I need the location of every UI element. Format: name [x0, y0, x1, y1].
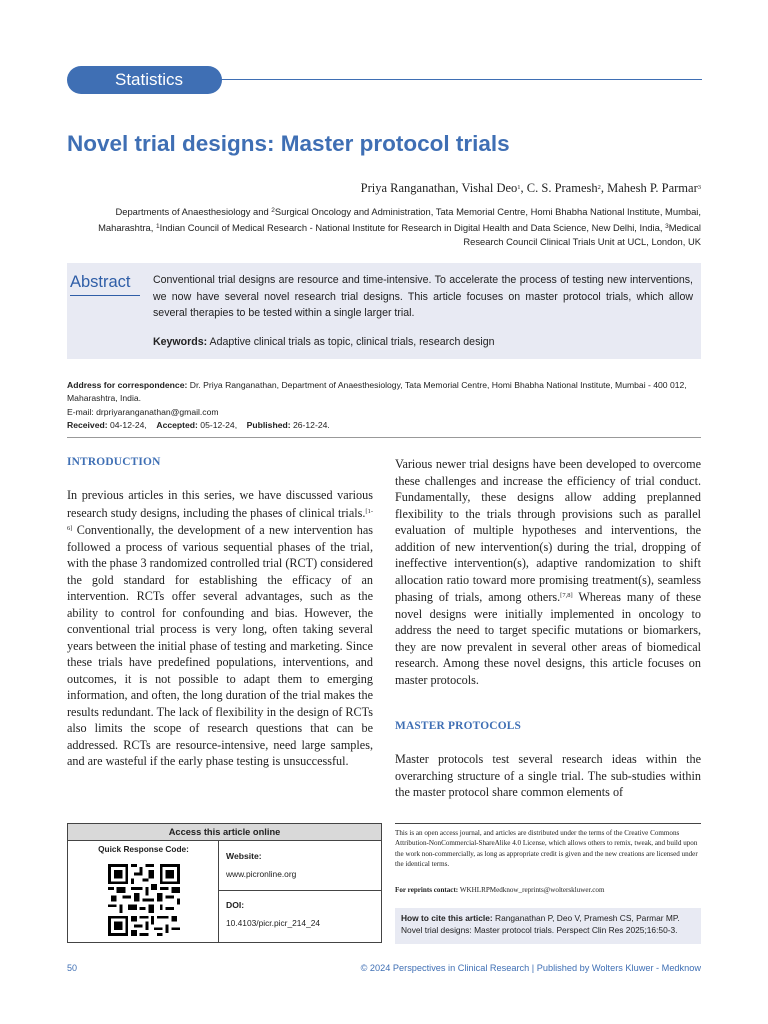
license-text: This is an open access journal, and articles are distributed under the terms of the Creative Commons Attribution-NonCommercial-ShareAlike 4.0 License, which allows others to remix, tweak, and build upon the work non-commercially, as long as appropriate credit is given and the new creations are licensed under the identical terms.	[395, 829, 698, 868]
body-column-left	[67, 487, 373, 770]
author-list: Priya Ranganathan, Vishal Deo$^1$, C. S. Pramesh$^2$, Mahesh P. Parmar$^3$	[360, 181, 701, 195]
section-rule	[210, 79, 702, 80]
abstract-heading-underline	[70, 295, 140, 296]
dates: Received: 04-12-24, Accepted: 05-12-24, Published: 26-12-24.	[67, 419, 330, 430]
how-to-cite-box: How to cite this article: Ranganathan P, Deo V, Pramesh CS, Parmar MP. Novel trial designs: Master protocol trials. Perspect Clin Res 2025;16:50-3.	[395, 908, 701, 944]
website-link[interactable]: www.picronline.org	[226, 869, 297, 879]
paragraph: In previous articles in this series, we have discussed various research study designs, including the phases of clinical trials.[1-6] Conventionally, the development of a new intervention has followed a process of various sequential phases of the trial, with the phase 3 randomized controlled trial (RCT) considered the gold standard for establishing the efficacy of an intervention. RCTs offer several advantages, such as the ability to control for confounding and bias. However, the conventional trial process is very long, often taking several years between the initial phase of testing and marketing. Since these trials have predefined populations, interventions, and outcomes, it is not possible to adapt them to emerging information, and often, the long duration of the trial makes the results redundant. The lack of flexibility in the design of RCTs also limits the scope of research questions that can be addressed. RCTs are resource-intensive, need large samples, and are wasteful if the early phase testing is unsuccessful.	[67, 488, 373, 768]
author: Mahesh P. Parmar	[607, 181, 698, 195]
website-cell	[219, 841, 381, 891]
qr-label: Quick Response Code:	[98, 844, 189, 854]
divider	[67, 437, 701, 438]
correspondence-block: Address for correspondence: Dr. Priya Ranganathan, Department of Anaesthesiology, Tata Memorial Centre, Homi Bhabha National Institute, Mumbai - 400 012, Maharashtra, India. E-mail: drpriyaranganathan@gmail.com Received: 04-12-24, Accepted: 05-12-24, Published: 26-12-24.	[67, 379, 701, 432]
article-title: Novel trial designs: Master protocol trials	[67, 131, 510, 156]
abstract-box	[67, 263, 701, 359]
author: Priya Ranganathan	[360, 181, 456, 195]
page-number: 50	[67, 963, 78, 973]
doi-link[interactable]: 10.4103/picr.picr_214_24	[226, 918, 321, 928]
email: E-mail: drpriyaranganathan@gmail.com	[67, 406, 219, 417]
citation-ref[interactable]: [1-6]	[67, 507, 373, 532]
affiliations: Departments of Anaesthesiology and $^2$Surgical Oncology and Administration, Tata Memorial Centre, Homi Bhabha National Institute, Mumbai, Maharashtra, $^1$Indian Council of Medical Research - National Institute for Research in Digital Health and Data Science, New Delhi, India, $^3$Medical Research Council Clinical Trials Unit at UCL, London, UK	[98, 206, 701, 247]
reprints-email[interactable]: WKHLRPMedknow_reprints@wolterskluwer.com	[459, 886, 605, 894]
paragraph: Various newer trial designs have been developed to overcome these challenges and increase the efficiency of trial conduct. Fundamentally, these designs allow adding preplanned flexibility to the trials through provisions such as parallel evaluation of multiple hypotheses and interventions, the addition of new intervention(s) during the trial, dropping of ineffective intervention(s), adaptive randomization to shift allocation ratio toward more promising treatment(s), seamless phasing of trials, among others.[7,8] Whereas many of these novel designs were initially implemented in oncology to address the need to target specific mutations or biomarkers, they are now prevalent in several other areas of biomedical research. Among these novel designs, this article focuses on master protocols.	[395, 457, 701, 687]
body-column-right-continued	[395, 751, 701, 801]
paragraph: Master protocols test several research ideas within the overarching structure of a single trial. The sub-studies within the master protocol share common elements of	[395, 752, 701, 799]
website-label: Website:	[226, 851, 262, 861]
doi-label: DOI:	[226, 900, 245, 910]
journal-footer: © 2024 Perspectives in Clinical Research | Published by Wolters Kluwer - Medknow	[360, 963, 701, 973]
body-column-right	[395, 456, 701, 688]
license-rule	[395, 823, 701, 824]
access-box-heading: Access this article online	[68, 824, 381, 841]
section-label: Statistics	[67, 66, 222, 94]
abstract-heading: Abstract	[70, 273, 131, 291]
doi-cell	[219, 891, 381, 942]
section-heading-introduction: INTRODUCTION	[67, 456, 161, 468]
author: C. S. Pramesh	[526, 181, 598, 195]
qr-cell	[68, 841, 219, 942]
citation-ref[interactable]: [7,8]	[560, 592, 573, 599]
abstract-text: Conventional trial designs are resource and time-intensive. To accelerate the process of testing new interventions, we now have several novel research trial designs. This article focuses on master protocol trials, which allow several therapies to be tested within a single larger trial.	[153, 274, 693, 319]
access-article-box	[67, 823, 382, 943]
qr-code-icon[interactable]	[108, 862, 180, 938]
section-heading-master-protocols: MASTER PROTOCOLS	[395, 720, 522, 732]
keywords: Keywords: Adaptive clinical trials as topic, clinical trials, research design	[153, 336, 495, 348]
reprints-contact: For reprints contact: WKHLRPMedknow_reprints@wolterskluwer.com	[395, 886, 605, 894]
author: Vishal Deo	[461, 181, 518, 195]
